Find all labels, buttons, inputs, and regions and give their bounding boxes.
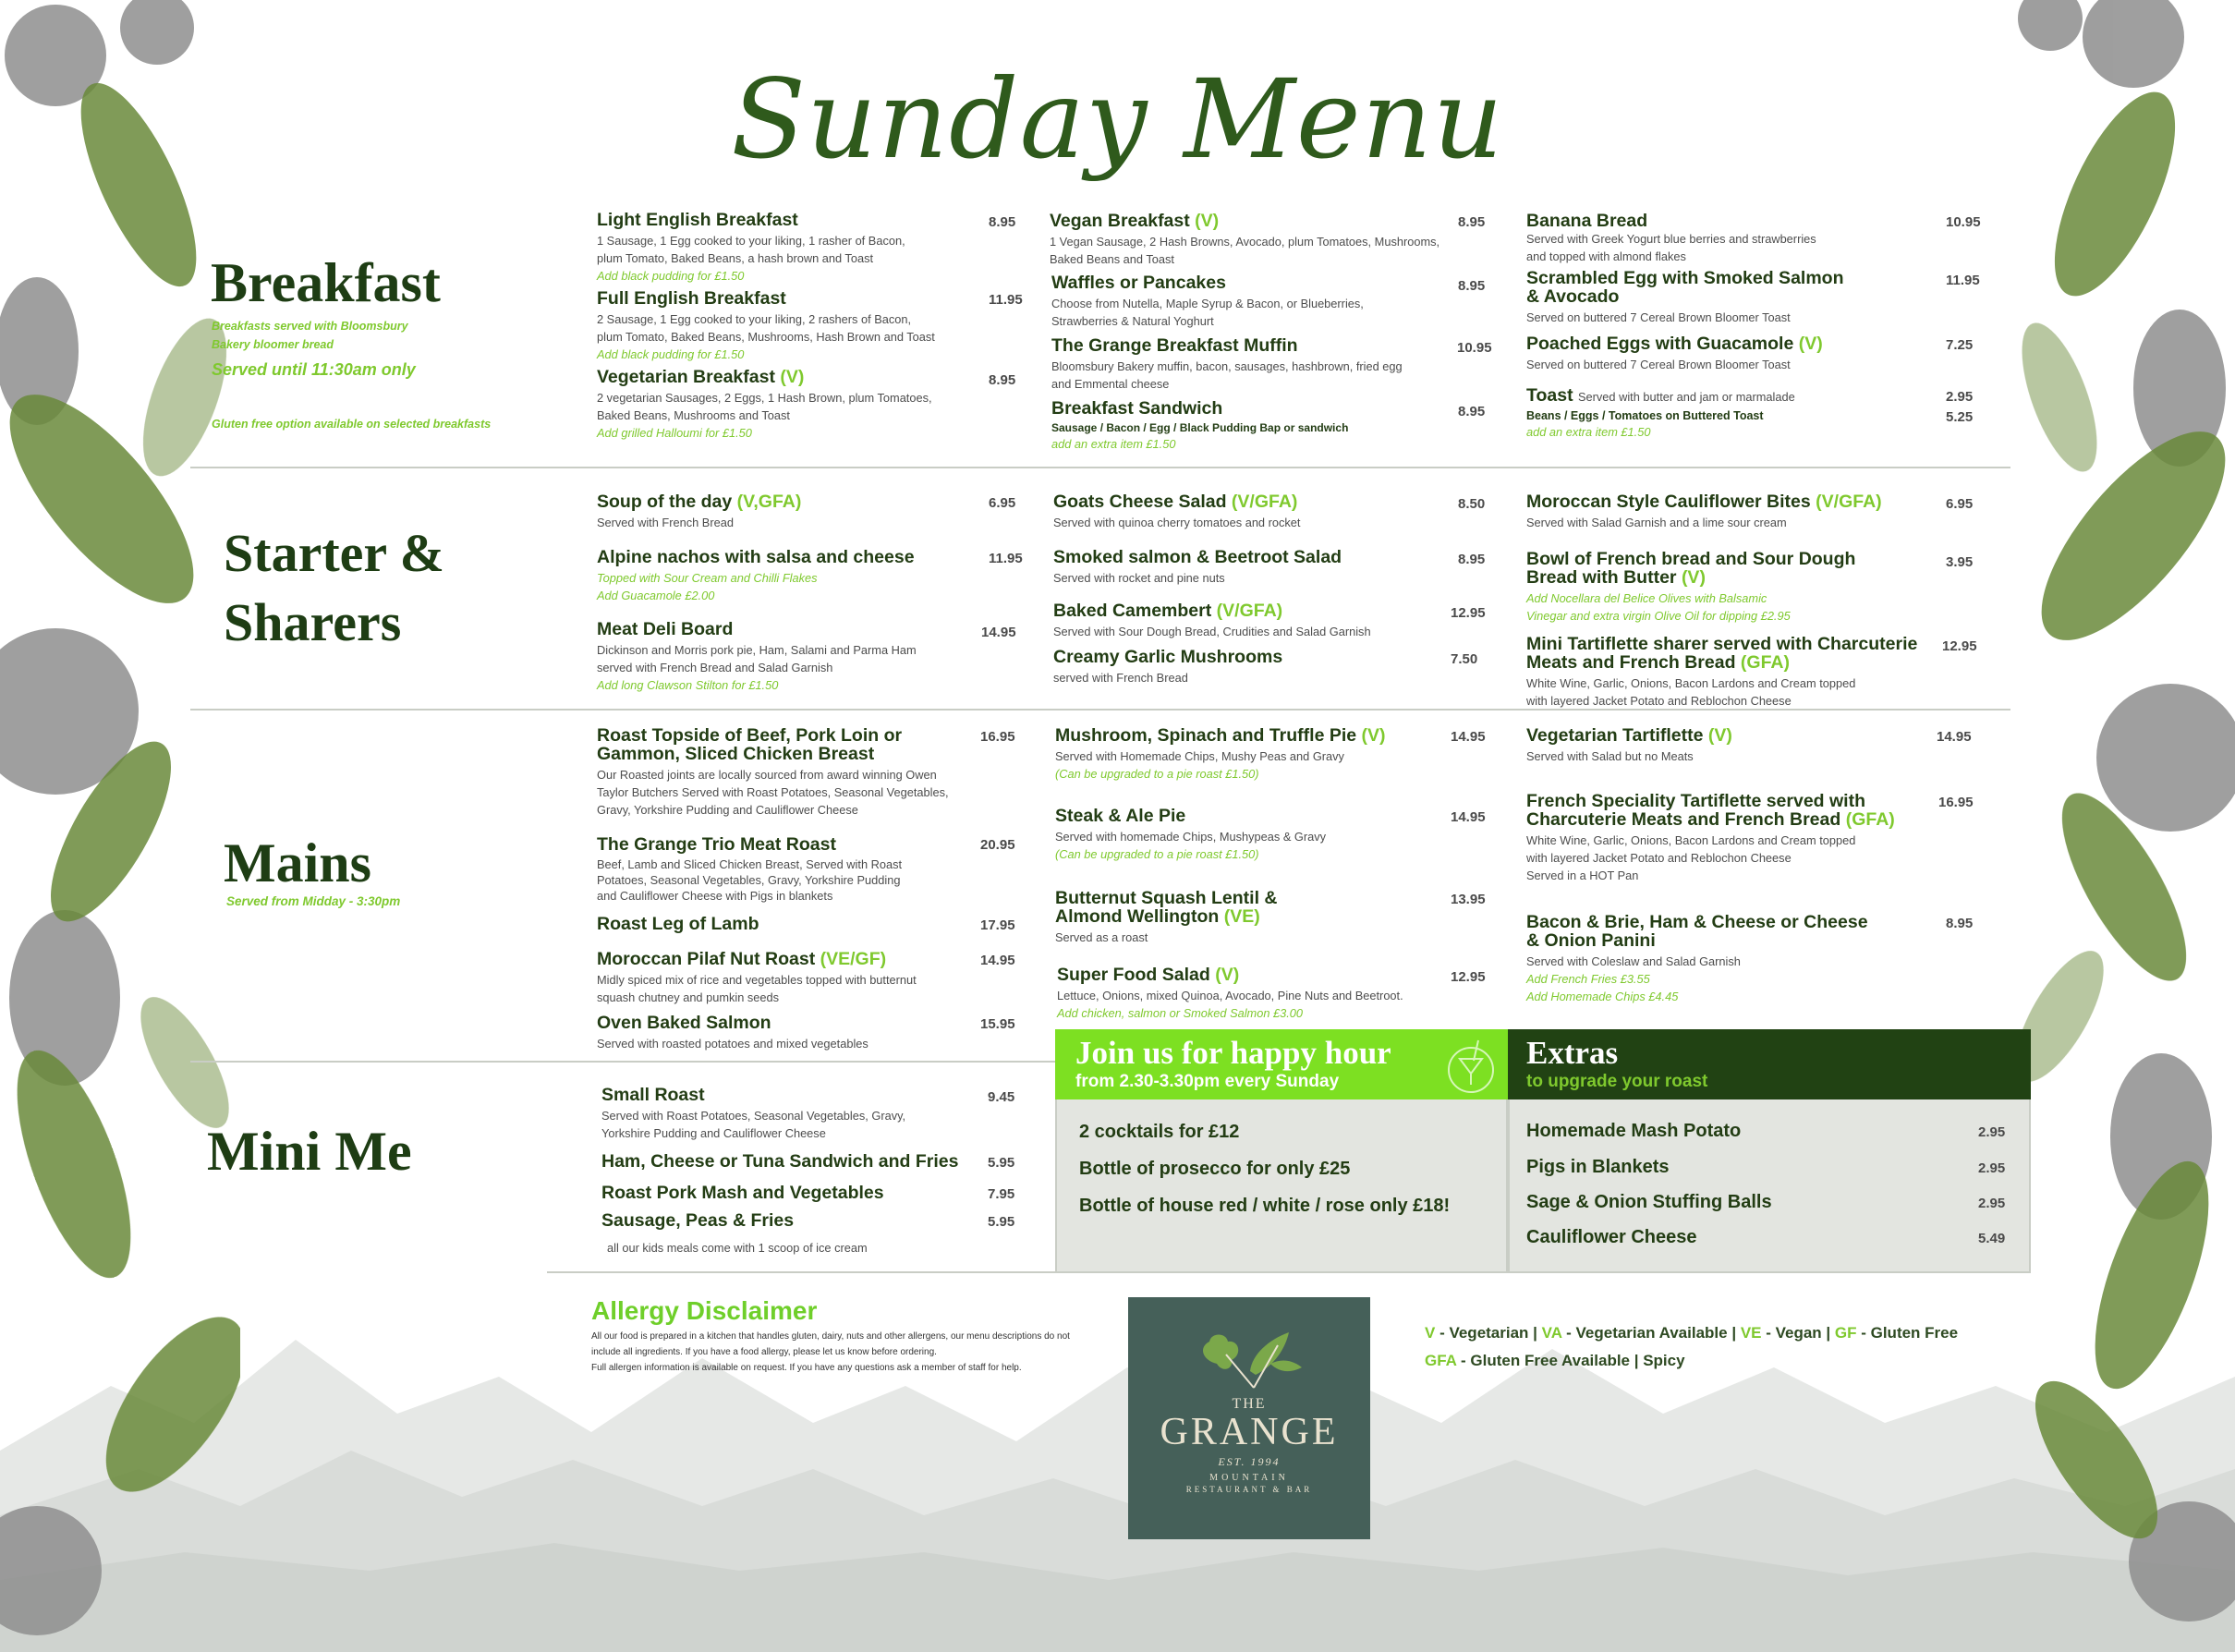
logo-name: GRANGE [1160, 1411, 1339, 1453]
dietary-tag: (GFA) [1740, 652, 1790, 673]
menu-item-moroccan-cauliflower-bites [1526, 492, 1882, 531]
item-name-continued: & Onion Panini [1526, 930, 1656, 951]
item-name-continued: Charcuterie Meats and French Bread [1526, 809, 1841, 830]
item-price: 3.95 [1946, 554, 1974, 570]
happy-hour-subtitle: from 2.30-3.30pm every Sunday [1075, 1072, 1340, 1091]
item-desc: Served with Greek Yogurt blue berries and strawberries [1526, 232, 1816, 246]
happy-hour-offer: Bottle of house red / white / rose only £18! [1079, 1196, 1451, 1216]
legend-text: - Vegetarian | [1435, 1324, 1542, 1342]
menu-item-baked-camembert [1053, 601, 1371, 640]
item-name: Roast Pork Mash and Vegetables [601, 1183, 884, 1203]
extras-header [1508, 1029, 2031, 1099]
item-price: 14.95 [1451, 729, 1486, 745]
item-name: Soup of the day [597, 492, 733, 512]
item-name: Smoked salmon & Beetroot Salad [1053, 547, 1342, 567]
item-name: Super Food Salad [1057, 965, 1210, 985]
menu-item-scrambled-egg-salmon [1526, 269, 1844, 326]
menu-item-grange-breakfast-muffin [1051, 336, 1403, 393]
item-price: 11.95 [989, 551, 1023, 566]
section-divider [190, 709, 2010, 711]
item-price: 12.95 [1942, 638, 1977, 654]
menu-title: Sunday Menu [731, 55, 1504, 183]
item-desc: plum Tomato, Baked Beans, Mushrooms, Hash Brown and Toast [597, 330, 935, 344]
item-desc: and topped with almond flakes [1526, 249, 1686, 263]
item-name-continued: Almond Wellington [1055, 906, 1220, 927]
item-extra: Topped with Sour Cream and Chilli Flakes [597, 571, 818, 585]
starters-heading-line2: Sharers [224, 592, 402, 652]
item-name: Waffles or Pancakes [1051, 273, 1226, 293]
menu-item-bowl-of-bread [1526, 550, 1855, 625]
item-name: Vegetarian Tartiflette [1526, 725, 1704, 746]
menu-item-soup-of-the-day [597, 492, 801, 531]
item-desc: 2 Sausage, 1 Egg cooked to your liking, 2 rashers of Bacon, [597, 312, 912, 326]
item-name: Bowl of French bread and Sour Dough [1526, 549, 1856, 569]
logo-established: EST. 1994 [1218, 1455, 1281, 1468]
item-desc: Served with French Bread [597, 516, 734, 529]
extra-item-name: Cauliflower Cheese [1526, 1227, 1697, 1247]
item-desc: Served with roasted potatoes and mixed vegetables [597, 1037, 868, 1051]
menu-item-grange-trio-meat-roast [597, 835, 902, 904]
dietary-tag: (V,GFA) [736, 492, 802, 512]
item-name: Steak & Ale Pie [1055, 806, 1186, 826]
breakfast-note-line2: Bakery bloomer bread [212, 338, 334, 351]
menu-item-panini [1526, 913, 1868, 1005]
dietary-tag: (V) [1361, 725, 1386, 746]
legend-code: VA [1541, 1324, 1562, 1342]
section-divider [190, 1061, 1055, 1063]
item-price: 5.95 [988, 1155, 1015, 1171]
left-foliage-illustration [0, 0, 240, 1652]
item-extra: Add French Fries £3.55 [1526, 972, 1650, 986]
right-foliage-illustration [1995, 0, 2235, 1652]
dietary-tag: (V/GFA) [1216, 601, 1283, 621]
item-name-continued: & Avocado [1526, 286, 1620, 307]
section-divider [190, 467, 2010, 468]
menu-item-roast-leg-of-lamb [597, 915, 759, 933]
item-name-continued: Bread with Butter [1526, 567, 1677, 588]
item-price: 7.25 [1946, 337, 1974, 353]
breakfast-note-line1: Breakfasts served with Bloomsbury [212, 320, 408, 333]
item-extra: Add Guacamole £2.00 [597, 589, 715, 602]
breakfast-served-time: Served until 11:30am only [212, 360, 416, 379]
menu-item-oven-baked-salmon [597, 1014, 868, 1052]
item-name: Scrambled Egg with Smoked Salmon [1526, 268, 1844, 288]
dietary-tag: (V) [1195, 211, 1220, 231]
item-desc: Served with Sour Dough Bread, Crudities and Salad Garnish [1053, 625, 1371, 638]
item-name: Vegetarian Breakfast [597, 367, 775, 387]
item-price: 5.95 [988, 1214, 1015, 1230]
item-price: 9.45 [988, 1089, 1015, 1105]
item-price: 8.95 [1458, 278, 1486, 294]
mains-heading: Mains [224, 832, 372, 893]
extra-item-name: Pigs in Blankets [1526, 1157, 1670, 1177]
menu-item-light-english-breakfast [597, 211, 905, 285]
menu-item-moroccan-pilaf-nut-roast [597, 950, 917, 1006]
item-price: 10.95 [1457, 340, 1492, 356]
item-name: Light English Breakfast [597, 210, 798, 230]
dietary-tag: (V) [1798, 334, 1823, 354]
item-name: Mini Tartiflette sharer served with Charcuterie [1526, 634, 1918, 654]
menu-item-waffles-or-pancakes [1051, 273, 1364, 330]
item-price: 7.95 [988, 1186, 1015, 1202]
extra-item-price: 2.95 [1978, 1160, 2006, 1176]
item-extra: add an extra item £1.50 [1051, 437, 1176, 451]
item-name: Alpine nachos with salsa and cheese [597, 547, 915, 567]
dietary-legend-line2 [1425, 1352, 1685, 1370]
item-desc-inline: Served with butter and jam or marmalade [1577, 390, 1795, 404]
menu-item-super-food-salad [1057, 966, 1403, 1022]
dietary-tag: (VE/GF) [820, 949, 887, 969]
item-name: Vegan Breakfast [1050, 211, 1190, 231]
item-desc: Served on buttered 7 Cereal Brown Bloomer Toast [1526, 358, 1791, 371]
item-desc: Served in a HOT Pan [1526, 869, 1639, 882]
item-extra: Add long Clawson Stilton for £1.50 [597, 678, 779, 692]
item-desc: Choose from Nutella, Maple Syrup & Bacon, or Blueberries, [1051, 297, 1364, 310]
happy-hour-header [1055, 1029, 1508, 1099]
dietary-tag: (V) [1215, 965, 1240, 985]
item-desc: Strawberries & Natural Yoghurt [1051, 314, 1214, 328]
item-price: 8.95 [989, 372, 1016, 388]
item-desc: Baked Beans, Mushrooms and Toast [597, 408, 790, 422]
item-desc: Yorkshire Pudding and Cauliflower Cheese [601, 1126, 826, 1140]
item-desc: White Wine, Garlic, Onions, Bacon Lardons and Cream topped [1526, 676, 1856, 690]
item-name: Bacon & Brie, Ham & Cheese or Cheese [1526, 912, 1868, 932]
gluten-free-note: Gluten free option available on selected breakfasts [212, 418, 492, 431]
allergy-disclaimer-text: Full allergen information is available on request. If you have any questions ask a member of staff for help. [591, 1363, 1022, 1373]
item-desc: Served as a roast [1055, 930, 1148, 944]
legend-text: - Vegetarian Available | [1561, 1324, 1741, 1342]
grange-logo [1128, 1297, 1370, 1539]
item-price: 8.95 [1458, 552, 1486, 567]
legend-code: GF [1834, 1324, 1857, 1342]
item-name-continued: Meats and French Bread [1526, 652, 1736, 673]
legend-code: V [1425, 1324, 1436, 1342]
kids-meal-footnote: all our kids meals come with 1 scoop of ice cream [607, 1241, 868, 1255]
happy-hour-offer: Bottle of prosecco for only £25 [1079, 1159, 1351, 1179]
menu-item-full-english-breakfast [597, 289, 935, 363]
item-extra: Add black pudding for £1.50 [597, 269, 745, 283]
item-desc: Served with rocket and pine nuts [1053, 571, 1225, 585]
item-price: 8.50 [1458, 496, 1486, 512]
item-desc: Lettuce, Onions, mixed Quinoa, Avocado, Pine Nuts and Beetroot. [1057, 989, 1403, 1002]
item-desc: Served with Salad but no Meats [1526, 749, 1694, 763]
breakfast-heading: Breakfast [211, 252, 441, 313]
item-extra: (Can be upgraded to a pie roast £1.50) [1055, 847, 1259, 861]
item-name: Oven Baked Salmon [597, 1013, 771, 1033]
legend-code: VE [1740, 1324, 1762, 1342]
item-desc: Served with quinoa cherry tomatoes and rocket [1053, 516, 1301, 529]
item-price: 6.95 [1946, 496, 1974, 512]
item-name: Poached Eggs with Guacamole [1526, 334, 1794, 354]
menu-item-vegetarian-tartiflette [1526, 726, 1732, 765]
mains-served-time: Served from Midday - 3:30pm [226, 894, 401, 908]
item-name: Meat Deli Board [597, 619, 734, 639]
item-name: Small Roast [601, 1085, 705, 1105]
item-name: Moroccan Style Cauliflower Bites [1526, 492, 1811, 512]
allergy-disclaimer-text: include all ingredients. If you have a food allergy, please let us know before ordering. [591, 1347, 937, 1357]
item-name: Toast [1526, 385, 1573, 406]
happy-hour-title: Join us for happy hour [1075, 1035, 1391, 1071]
item-desc: White Wine, Garlic, Onions, Bacon Lardons and Cream topped [1526, 833, 1856, 847]
item-name: French Speciality Tartiflette served with [1526, 791, 1865, 811]
extras-subtitle: to upgrade your roast [1526, 1072, 1708, 1091]
dietary-tag: (V/GFA) [1231, 492, 1298, 512]
menu-item-creamy-garlic-mushrooms [1053, 648, 1282, 686]
item-desc: Served on buttered 7 Cereal Brown Bloomer Toast [1526, 310, 1791, 324]
allergy-disclaimer-text: All our food is prepared in a kitchen that handles gluten, dairy, nuts and other allergens, our menu descriptions do not [591, 1331, 1070, 1342]
item-desc: and Emmental cheese [1051, 377, 1170, 391]
item-desc: 1 Vegan Sausage, 2 Hash Browns, Avocado, plum Tomatoes, Mushrooms, [1050, 235, 1440, 249]
item-price: 16.95 [1938, 795, 1974, 810]
cocktail-glass-icon [1443, 1037, 1499, 1094]
item-name: Goats Cheese Salad [1053, 492, 1227, 512]
item-desc: plum Tomato, Baked Beans, a hash brown and Toast [597, 251, 874, 265]
menu-item-banana-bread [1526, 212, 1816, 265]
item-name: Moroccan Pilaf Nut Roast [597, 949, 816, 969]
dietary-tag: (V) [1681, 567, 1706, 588]
item-extra: Vinegar and extra virgin Olive Oil for dipping £2.95 [1526, 609, 1791, 623]
item-name: Creamy Garlic Mushrooms [1053, 647, 1283, 667]
item-price: 14.95 [1451, 809, 1486, 825]
starters-heading-line1: Starter & [224, 523, 444, 583]
dietary-tag: (V) [1707, 725, 1732, 746]
item-extra: add an extra item £1.50 [1526, 425, 1651, 439]
item-desc: Our Roasted joints are locally sourced from award winning Owen [597, 768, 937, 782]
menu-item-breakfast-sandwich [1051, 399, 1348, 453]
item-name: Full English Breakfast [597, 288, 786, 309]
item-price: 8.95 [1946, 916, 1974, 931]
item-desc: with layered Jacket Potato and Reblochon Cheese [1526, 694, 1792, 708]
menu-item-steak-ale-pie [1055, 807, 1326, 863]
item-price: 13.95 [1451, 892, 1486, 907]
legend-code: GFA [1425, 1352, 1457, 1369]
legend-text: - Gluten Free Available | Spicy [1456, 1352, 1685, 1369]
item-desc: Taylor Butchers Served with Roast Potatoes, Seasonal Vegetables, [597, 785, 949, 799]
menu-item-roast-pork-mash [601, 1184, 884, 1202]
menu-item-mushroom-spinach-truffle-pie [1055, 726, 1386, 783]
item-desc: Beef, Lamb and Sliced Chicken Breast, Served with Roast [597, 857, 903, 871]
menu-item-goats-cheese-salad [1053, 492, 1300, 531]
item-desc: Served with Homemade Chips, Mushy Peas and Gravy [1055, 749, 1344, 763]
item-name: The Grange Breakfast Muffin [1051, 335, 1298, 356]
item-name: Banana Bread [1526, 211, 1648, 231]
menu-item-small-roast [601, 1086, 905, 1142]
mini-me-heading: Mini Me [207, 1121, 412, 1182]
menu-item-meat-deli-board [597, 620, 917, 694]
item-extra: Add black pudding for £1.50 [597, 347, 745, 361]
item-options: Sausage / Bacon / Egg / Black Pudding Bap or sandwich [1051, 421, 1349, 434]
legend-text: - Vegan | [1761, 1324, 1835, 1342]
menu-item-vegetarian-breakfast [597, 368, 932, 442]
item-desc: served with French Bread [1053, 671, 1188, 685]
menu-item-ham-cheese-tuna-sandwich [601, 1152, 959, 1171]
item-desc: 2 vegetarian Sausages, 2 Eggs, 1 Hash Brown, plum Tomatoes, [597, 391, 932, 405]
item-price: 11.95 [1946, 273, 1980, 288]
item-desc: Potatoes, Seasonal Vegetables, Gravy, Yorkshire Pudding [597, 873, 901, 887]
happy-hour-offer: 2 cocktails for £12 [1079, 1122, 1240, 1142]
item-desc: and Cauliflower Cheese with Pigs in blankets [597, 889, 833, 903]
section-divider [547, 1271, 1055, 1273]
item-price: 12.95 [1451, 605, 1486, 621]
menu-item-mini-tartiflette-sharer [1526, 635, 1917, 710]
item-extra: Add Nocellara del Belice Olives with Balsamic [1526, 591, 1767, 605]
menu-item-alpine-nachos [597, 548, 915, 604]
logo-tagline-1: MOUNTAIN [1209, 1473, 1289, 1483]
item-price: 14.95 [1937, 729, 1972, 745]
item-desc: Served with homemade Chips, Mushypeas & Gravy [1055, 830, 1327, 844]
item-desc: Dickinson and Morris pork pie, Ham, Salami and Parma Ham [597, 643, 917, 657]
item-price: 14.95 [981, 625, 1016, 640]
logo-tagline-2: RESTAURANT & BAR [1185, 1485, 1313, 1494]
item-desc: served with French Bread and Salad Garnish [597, 661, 833, 674]
extra-item-name: Sage & Onion Stuffing Balls [1526, 1192, 1772, 1212]
extra-item-price: 2.95 [1978, 1124, 2006, 1140]
item-price: 17.95 [980, 917, 1015, 933]
menu-item-sausage-peas-fries [601, 1211, 794, 1230]
item-name: Baked Camembert [1053, 601, 1212, 621]
menu-item-smoked-salmon-beetroot-salad [1053, 548, 1342, 587]
item-extra: Add grilled Halloumi for £1.50 [597, 426, 752, 440]
item-name: Mushroom, Spinach and Truffle Pie [1055, 725, 1357, 746]
item-name: Roast Leg of Lamb [597, 914, 759, 934]
item-price: 10.95 [1946, 214, 1981, 230]
menu-item-toast [1526, 386, 1795, 441]
menu-item-poached-eggs-guacamole [1526, 334, 1823, 373]
dietary-tag: (GFA) [1845, 809, 1895, 830]
item-price: 14.95 [980, 953, 1015, 968]
item-price: 16.95 [980, 729, 1015, 745]
menu-item-butternut-squash-wellington [1055, 889, 1278, 946]
allergy-disclaimer-title: Allergy Disclaimer [591, 1296, 818, 1325]
item-price: 5.25 [1946, 409, 1974, 425]
menu-item-vegan-breakfast [1050, 212, 1439, 268]
menu-item-roast-topside [597, 726, 949, 819]
item-price: 6.95 [989, 495, 1016, 511]
item-price: 7.50 [1451, 651, 1478, 667]
item-price: 20.95 [980, 837, 1015, 853]
item-desc: Served with Roast Potatoes, Seasonal Vegetables, Gravy, [601, 1109, 906, 1123]
extras-title: Extras [1526, 1035, 1619, 1071]
item-name-continued: Gammon, Sliced Chicken Breast [597, 744, 875, 764]
item-name: Breakfast Sandwich [1051, 398, 1223, 419]
item-price: 2.95 [1946, 389, 1974, 405]
extra-item-price: 2.95 [1978, 1196, 2006, 1211]
item-desc: Midly spiced mix of rice and vegetables topped with butternut [597, 973, 917, 987]
item-price: 12.95 [1451, 969, 1486, 985]
item-name: Butternut Squash Lentil & [1055, 888, 1278, 908]
oak-leaf-icon [1189, 1327, 1309, 1393]
item-options: Beans / Eggs / Tomatoes on Buttered Toast [1526, 409, 1764, 422]
item-price: 8.95 [989, 214, 1016, 230]
item-name: Roast Topside of Beef, Pork Loin or [597, 725, 903, 746]
dietary-tag: (V/GFA) [1816, 492, 1882, 512]
item-name: The Grange Trio Meat Roast [597, 834, 836, 855]
item-desc: Served with Salad Garnish and a lime sour cream [1526, 516, 1787, 529]
item-desc: Bloomsbury Bakery muffin, bacon, sausages, hashbrown, fried egg [1051, 359, 1403, 373]
item-price: 11.95 [989, 292, 1023, 308]
item-desc: Served with Coleslaw and Salad Garnish [1526, 954, 1741, 968]
dietary-tag: (V) [780, 367, 805, 387]
item-price: 8.95 [1458, 214, 1486, 230]
extra-item-price: 5.49 [1978, 1231, 2006, 1246]
item-extra: (Can be upgraded to a pie roast £1.50) [1055, 767, 1259, 781]
item-price: 15.95 [980, 1016, 1015, 1032]
item-extra: Add Homemade Chips £4.45 [1526, 990, 1679, 1003]
item-price: 8.95 [1458, 404, 1486, 419]
item-desc: 1 Sausage, 1 Egg cooked to your liking, 1 rasher of Bacon, [597, 234, 905, 248]
dietary-tag: (VE) [1223, 906, 1260, 927]
legend-text: - Gluten Free [1856, 1324, 1959, 1342]
extra-item-name: Homemade Mash Potato [1526, 1121, 1742, 1141]
item-desc: Gravy, Yorkshire Pudding and Cauliflower Cheese [597, 803, 858, 817]
item-desc: with layered Jacket Potato and Reblochon Cheese [1526, 851, 1792, 865]
item-desc: Baked Beans and Toast [1050, 252, 1174, 266]
menu-item-french-speciality-tartiflette [1526, 792, 1895, 884]
item-extra: Add chicken, salmon or Smoked Salmon £3.00 [1057, 1006, 1304, 1020]
item-name: Ham, Cheese or Tuna Sandwich and Fries [601, 1151, 959, 1172]
dietary-legend-line1 [1425, 1324, 1958, 1342]
logo-the: THE [1232, 1396, 1267, 1412]
item-desc: squash chutney and pumkin seeds [597, 990, 780, 1004]
item-name: Sausage, Peas & Fries [601, 1210, 795, 1231]
